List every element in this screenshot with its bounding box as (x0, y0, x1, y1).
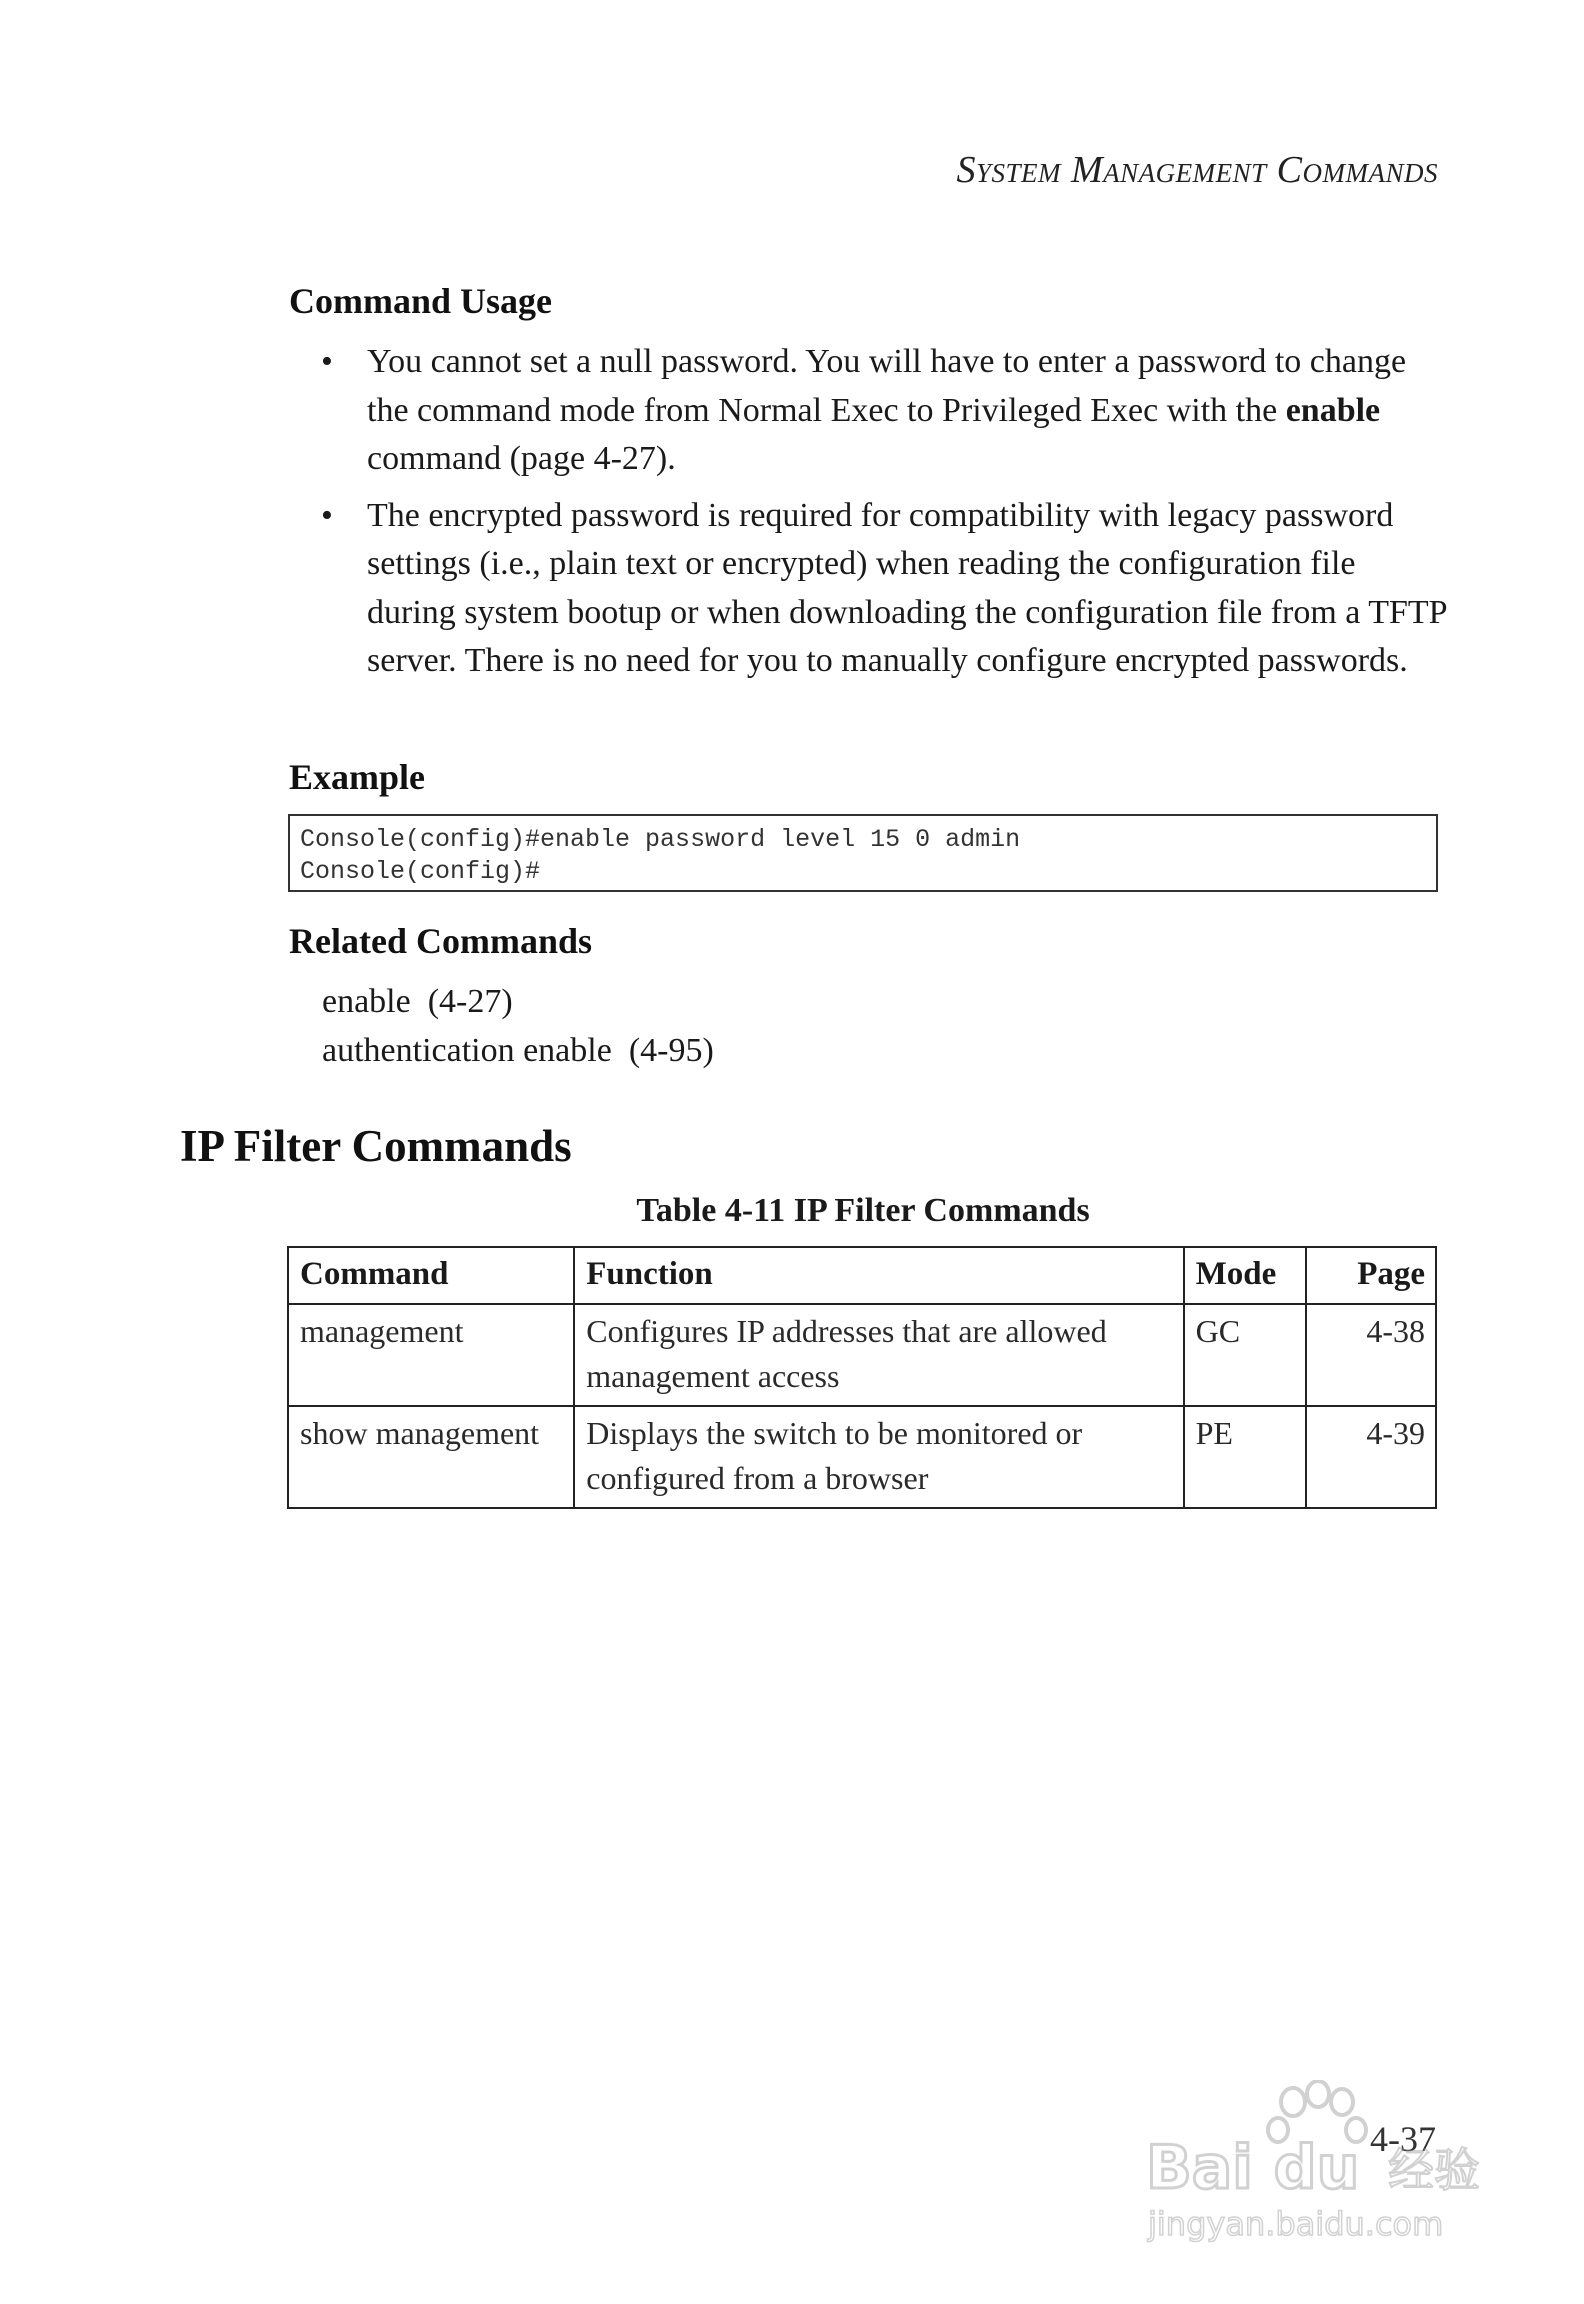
usage-bullet-text-pre: You cannot set a null password. You will have to enter a password to change the command mode from Normal Exec to Privileged Exec with the (367, 343, 1407, 429)
cell-command: show management (288, 1406, 574, 1508)
example-code-block (288, 814, 1438, 892)
related-commands-list (322, 978, 714, 1075)
usage-bullet-text: The encrypted password is required for compatibility with legacy password settings (i.e., plain text or encrypted) when reading the configuration file during system bootup or when downloading the configuration file from a TFTP server. There is no need for you to manually configure encrypted passwords. (367, 496, 1447, 679)
example-heading: Example (289, 757, 426, 797)
table-header-row (288, 1247, 1436, 1304)
running-header: System Management Commands (956, 149, 1438, 191)
related-command-item: authentication enable (4-95) (322, 1031, 714, 1069)
table-caption: Table 4-11 IP Filter Commands (636, 1192, 1090, 1229)
bullet-icon: • (321, 343, 333, 380)
watermark-brand-text: Bai du (1146, 2133, 1360, 2203)
ip-filter-heading: IP Filter Commands (180, 1121, 572, 1171)
column-header-page: Page (1306, 1247, 1436, 1304)
usage-bullet-item (289, 492, 1449, 686)
watermark-cn-text: 经验 (1388, 2143, 1480, 2197)
column-header-function: Function (574, 1247, 1183, 1304)
cell-command: management (288, 1304, 574, 1406)
table-row (288, 1406, 1436, 1508)
command-usage-heading: Command Usage (289, 281, 553, 321)
code-line: Console(config)# (300, 857, 541, 886)
usage-bullet-bold-command: enable (1285, 391, 1381, 429)
cell-function: Configures IP addresses that are allowed management access (574, 1304, 1183, 1406)
usage-bullet-text-post: command (page 4-27). (367, 440, 676, 477)
related-commands-heading: Related Commands (289, 921, 592, 961)
code-line: Console(config)#enable password level 15 0 admin (300, 825, 1021, 854)
page-number: 4-37 (1370, 2119, 1436, 2159)
cell-mode: GC (1184, 1304, 1306, 1406)
column-header-command: Command (288, 1247, 574, 1304)
command-usage-list (289, 338, 1449, 694)
usage-bullet-item (289, 338, 1449, 484)
cell-function: Displays the switch to be monitored or configured from a browser (574, 1406, 1183, 1508)
watermark-site-text: jingyan.baidu.com (1148, 2205, 1444, 2243)
cell-mode: PE (1184, 1406, 1306, 1508)
cell-page: 4-39 (1306, 1406, 1436, 1508)
cell-page: 4-38 (1306, 1304, 1436, 1406)
related-command-item: enable (4-27) (322, 983, 513, 1020)
table-row (288, 1304, 1436, 1406)
column-header-mode: Mode (1184, 1247, 1306, 1304)
ip-filter-table (287, 1246, 1437, 1509)
bullet-icon: • (321, 496, 333, 534)
baidu-watermark-logo (1118, 2080, 1498, 2250)
